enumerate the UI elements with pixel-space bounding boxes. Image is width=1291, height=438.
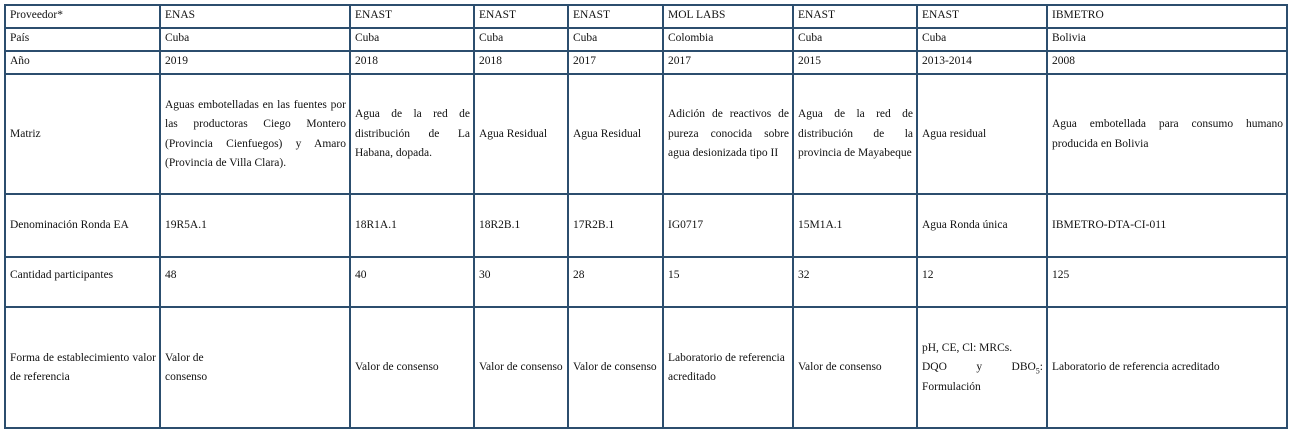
- dqo-dbo-text: DQO y DBO: [922, 361, 1036, 374]
- cell-matriz-8: Agua embotellada para consumo humano producida en Bolivia: [1048, 75, 1288, 195]
- cell-pais-7: Cuba: [918, 29, 1048, 52]
- cell-matriz-4: Agua Residual: [569, 75, 664, 195]
- cell-cantidad-3: 30: [475, 258, 569, 308]
- cell-proveedor-5: MOL LABS: [664, 6, 794, 29]
- row-label-cantidad: Cantidad participantes: [6, 258, 161, 308]
- cell-anio-4: 2017: [569, 52, 664, 75]
- cell-forma-7-line1: pH, CE, Cl: MRCs.: [922, 341, 1013, 354]
- cell-cantidad-8: 125: [1048, 258, 1288, 308]
- table-row-proveedor: [6, 6, 1288, 29]
- row-label-proveedor: Proveedor*: [6, 6, 161, 29]
- cell-proveedor-2: ENAST: [351, 6, 475, 29]
- cell-denominacion-7: Agua Ronda única: [918, 195, 1048, 258]
- cell-matriz-1: Aguas embotelladas en las fuentes por las productoras Ciego Montero (Provincia Cienfuegos) y Amaro (Provincia de Villa Clara).: [161, 75, 351, 195]
- cell-pais-6: Cuba: [794, 29, 918, 52]
- cell-forma-6: Valor de consenso: [794, 308, 918, 429]
- row-label-denominacion: Denominación Ronda EA: [6, 195, 161, 258]
- cell-anio-6: 2015: [794, 52, 918, 75]
- cell-proveedor-7: ENAST: [918, 6, 1048, 29]
- cell-matriz-7: Agua residual: [918, 75, 1048, 195]
- row-label-anio: Año: [6, 52, 161, 75]
- cell-proveedor-4: ENAST: [569, 6, 664, 29]
- cell-denominacion-1: 19R5A.1: [161, 195, 351, 258]
- cell-anio-5: 2017: [664, 52, 794, 75]
- proficiency-testing-table: [4, 4, 1288, 429]
- cell-cantidad-5: 15: [664, 258, 794, 308]
- row-label-matriz: Matriz: [6, 75, 161, 195]
- cell-pais-8: Bolivia: [1048, 29, 1288, 52]
- table-row-forma: [6, 308, 1288, 429]
- cell-matriz-5: Adición de reactivos de pureza conocida sobre agua desionizada tipo II: [664, 75, 794, 195]
- cell-forma-7-line2: [922, 358, 1043, 397]
- cell-cantidad-2: 40: [351, 258, 475, 308]
- cell-pais-4: Cuba: [569, 29, 664, 52]
- cell-forma-3: Valor de consenso: [475, 308, 569, 429]
- cell-proveedor-6: ENAST: [794, 6, 918, 29]
- cell-cantidad-6: 32: [794, 258, 918, 308]
- cell-denominacion-6: 15M1A.1: [794, 195, 918, 258]
- cell-denominacion-5: IG0717: [664, 195, 794, 258]
- cell-denominacion-2: 18R1A.1: [351, 195, 475, 258]
- cell-pais-3: Cuba: [475, 29, 569, 52]
- cell-anio-2: 2018: [351, 52, 475, 75]
- cell-forma-1-text: Valor de consenso: [165, 351, 208, 383]
- cell-matriz-3: Agua Residual: [475, 75, 569, 195]
- cell-pais-1: Cuba: [161, 29, 351, 52]
- cell-denominacion-8: IBMETRO-DTA-CI-011: [1048, 195, 1288, 258]
- cell-pais-5: Colombia: [664, 29, 794, 52]
- cell-forma-4: Valor de consenso: [569, 308, 664, 429]
- row-label-forma: Forma de establecimiento valor de referencia: [6, 308, 161, 429]
- cell-forma-7: [918, 308, 1048, 429]
- cell-forma-8: Laboratorio de referencia acreditado: [1048, 308, 1288, 429]
- cell-pais-2: Cuba: [351, 29, 475, 52]
- cell-anio-3: 2018: [475, 52, 569, 75]
- table-row-pais: [6, 29, 1288, 52]
- table-container: [4, 4, 1288, 429]
- cell-proveedor-8: IBMETRO: [1048, 6, 1288, 29]
- cell-forma-2: Valor de consenso: [351, 308, 475, 429]
- table-row-matriz: [6, 75, 1288, 195]
- table-row-anio: [6, 52, 1288, 75]
- cell-anio-1: 2019: [161, 52, 351, 75]
- cell-denominacion-4: 17R2B.1: [569, 195, 664, 258]
- cell-proveedor-1: ENAS: [161, 6, 351, 29]
- cell-denominacion-3: 18R2B.1: [475, 195, 569, 258]
- cell-forma-5: Laboratorio de referencia acreditado: [664, 308, 794, 429]
- cell-matriz-2: Agua de la red de distribución de La Habana, dopada.: [351, 75, 475, 195]
- cell-forma-1: [161, 308, 351, 429]
- cell-cantidad-4: 28: [569, 258, 664, 308]
- cell-proveedor-3: ENAST: [475, 6, 569, 29]
- table-row-denominacion: [6, 195, 1288, 258]
- table-row-cantidad: [6, 258, 1288, 308]
- dbo-subscript: 5: [1035, 366, 1040, 376]
- cell-matriz-6: Agua de la red de distribución de la provincia de Mayabeque: [794, 75, 918, 195]
- row-label-pais: País: [6, 29, 161, 52]
- cell-cantidad-1: 48: [161, 258, 351, 308]
- cell-cantidad-7: 12: [918, 258, 1048, 308]
- cell-anio-8: 2008: [1048, 52, 1288, 75]
- cell-anio-7: 2013-2014: [918, 52, 1048, 75]
- formulacion-text: : Formulación: [922, 361, 1043, 393]
